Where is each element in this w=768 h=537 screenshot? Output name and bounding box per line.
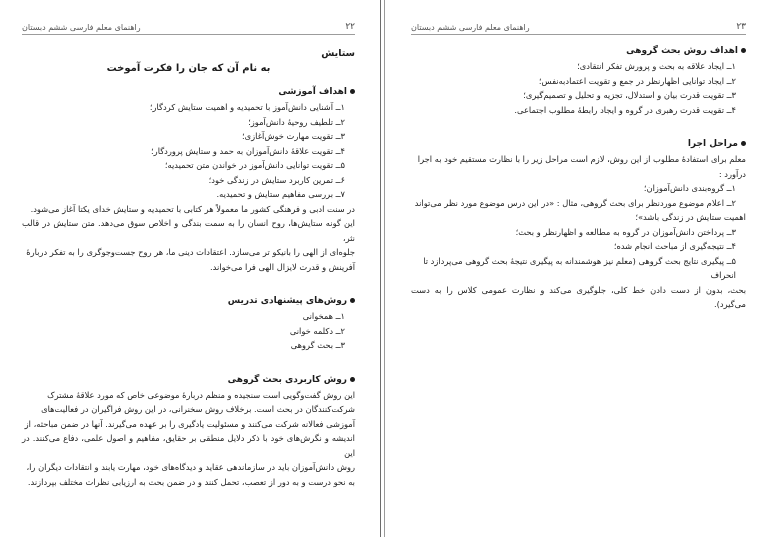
list-item-continuation: اهمیت ستایش در زندگی باشد»؛ xyxy=(635,212,746,222)
paragraph-line: شرکت‌کنندگان در بحث است. برخلاف روش سخنرانی، در این روش فراگیران در فعالیت‌های xyxy=(41,404,355,414)
group-method-heading-text: روش کاربردی بحث گروهی xyxy=(227,374,347,385)
header-rule xyxy=(22,34,355,35)
list-item-continuation: بحث، بدون از دست دادن خط کلی، جلوگیری می‌کند و نظارت عمومی کلاس را به دست می‌گیرد). xyxy=(411,284,746,309)
paragraph-line: جلوه‌ای از الهی را بانیکو تر می‌سازد. اعتقادات دینی ما، هر روح جست‌وجوگری را به تفکر دربارهٔ xyxy=(26,247,355,257)
list-item: ۴ــ تقویت علاقهٔ دانش‌آموزان به حمد و ستایش پروردگار؛ xyxy=(151,145,345,156)
paragraph-line: آفرینش و قدرت لایزال الهی فرا می‌خواند. xyxy=(210,261,355,272)
bullet-icon xyxy=(741,141,746,146)
header-rule xyxy=(411,34,746,35)
group-goals-heading xyxy=(411,44,746,59)
methods-heading-text: روش‌های پیشنهادی تدریس xyxy=(227,296,347,306)
steps-heading-text: مراحل اجرا xyxy=(687,139,738,149)
paragraph-line: اندیشه و نگرش‌های خود با ذکر دلایل منطقی بر حقایق، مفاهیم و اصول علمی، دفاع می‌کنند. در این xyxy=(22,433,355,458)
methods-heading xyxy=(22,294,355,309)
paragraph-line: آموزشی فعالانه شرکت می‌کنند و مسئولیت یادگیری را بر عهده می‌گیرند. آنها در ضمن مباحثه، از xyxy=(24,418,355,429)
gutter-line xyxy=(380,0,381,537)
list-item: ۷ــ بررسی مفاهیم ستایش و تحمیدیه. xyxy=(216,189,345,199)
goals-heading-text: اهداف آموزشی xyxy=(278,87,347,97)
paragraph-line: روش دانش‌آموزان باید در سازماندهی عقاید و دیدگاه‌های خود، مهارت یابند و انتقادات دیگران را، xyxy=(26,462,355,472)
list-item: ۱ــ ایجاد علاقه به بحث و پرورش تفکر انتقادی؛ xyxy=(577,61,736,71)
list-item: ۴ــ نتیجه‌گیری از مباحث انجام شده؛ xyxy=(613,241,736,251)
paragraph-line: این روش گفت‌وگویی است سنجیده و منظم دربارهٔ موضوعی خاص که مورد علاقهٔ مشترک xyxy=(47,389,355,400)
poem-title: به نام آن که جان را فکرت آموخت xyxy=(106,63,271,74)
page-number: ۲۳ xyxy=(736,22,746,32)
bullet-icon xyxy=(350,377,355,382)
paragraph-line: به نحو درست و به دور از تعصب، تحمل کنند و در ضمن بحث به ارزیابی نظرات مختلف بپردازند. xyxy=(27,476,355,487)
running-title: راهنمای معلم فارسی ششم دبستان xyxy=(411,23,530,32)
bullet-icon xyxy=(350,298,355,303)
paragraph-line: در سنت ادبی و فرهنگی کشور ما معمولاً هر کتابی با تحمیدیه و ستایش خدای یکتا آغاز می‌شود. xyxy=(30,203,355,214)
bullet-icon xyxy=(350,89,355,94)
list-item: ۲ــ تلطیف روحیهٔ دانش‌آموز؛ xyxy=(248,116,345,127)
list-item: ۵ــ پیگیری نتایج بحث گروهی (معلم نیز هوشمندانه به پیگیری نتیجهٔ بحث گروهی می‌پردازد تا انحراف xyxy=(423,255,736,280)
paragraph-line: این گونه ستایش‌ها، روح انسان را به سمت بندگی و اخلاص سوق می‌دهد. متن ستایش در قالب نثر، xyxy=(22,218,355,243)
list-item: ۴ــ تقویت قدرت رهبری در گروه و ایجاد رابطهٔ مطلوب اجتماعی. xyxy=(514,104,736,115)
page-content xyxy=(22,44,355,489)
list-item: ۲ــ اعلام موضوع موردنظر برای بحث گروهی، مثال : «در این درس موضوع مورد نظر می‌تواند xyxy=(414,197,736,208)
page-number: ۲۲ xyxy=(345,22,355,32)
list-item: ۳ــ بحث گروهی xyxy=(290,340,345,350)
list-item: ۶ــ تمرین کاربرد ستایش در زندگی خود؛ xyxy=(208,174,345,185)
group-method-heading xyxy=(22,373,355,388)
section-title: ستایش xyxy=(321,48,355,59)
page-header xyxy=(411,18,746,32)
list-item: ۱ــ آشنایی دانش‌آموز با تحمیدیه و اهمیت ستایش کردگار؛ xyxy=(149,102,345,112)
page-content xyxy=(411,44,746,312)
page-header xyxy=(22,18,355,32)
list-item: ۱ــ گروه‌بندی دانش‌آموزان؛ xyxy=(643,183,736,193)
list-item: ۳ــ پرداختن دانش‌آموزان در گروه به مطالعه و اظهارنظر و بحث؛ xyxy=(515,226,736,237)
list-item: ۵ــ تقویت توانایی دانش‌آموز در خواندن متن تحمیدیه؛ xyxy=(164,160,345,170)
list-item: ۱ــ همخوانی xyxy=(302,311,345,321)
list-item: ۳ــ تقویت قدرت بیان و استدلال، تجزیه و تحلیل و تصمیم‌گیری؛ xyxy=(523,90,736,100)
left-page xyxy=(0,0,381,537)
group-goals-heading-text: اهداف روش بحث گروهی xyxy=(626,46,738,56)
list-item: ۲ــ دکلمه خوانی xyxy=(289,325,345,336)
running-title: راهنمای معلم فارسی ششم دبستان xyxy=(22,23,141,32)
paragraph-line: معلم برای استفادهٔ مطلوب از این روش، لازم است مراحل زیر را با نظارت مستقیم خود به اجرا xyxy=(417,154,746,164)
list-item: ۳ــ تقویت مهارت خوش‌آغازی؛ xyxy=(242,131,345,141)
steps-heading xyxy=(411,137,746,152)
right-page xyxy=(385,0,768,537)
goals-heading xyxy=(22,85,355,100)
bullet-icon xyxy=(741,48,746,53)
list-item: ۲ــ ایجاد توانایی اظهارنظر در جمع و تقویت اعتمادبه‌نفس؛ xyxy=(538,75,736,86)
paragraph-line: درآورد : xyxy=(718,168,746,179)
